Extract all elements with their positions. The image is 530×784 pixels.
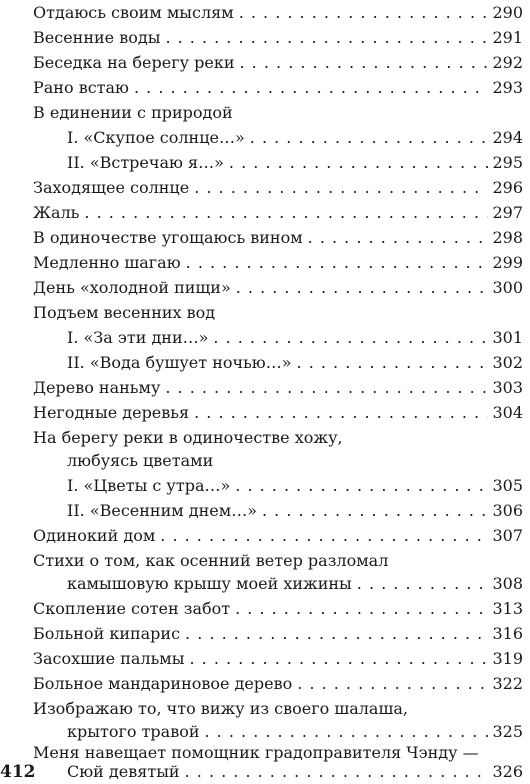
dot-leader — [160, 526, 488, 546]
dot-leader — [229, 153, 489, 173]
entry-page: 300 — [492, 278, 523, 297]
dot-leader — [165, 28, 488, 48]
dot-leader — [165, 378, 488, 398]
entry-page: 290 — [492, 3, 523, 22]
toc-heading: Стихи о том, как осенний ветер разломал — [33, 551, 389, 570]
entry-title: Отдаюсь своим мыслям — [33, 3, 234, 22]
entry-page: 303 — [492, 378, 523, 397]
toc-entry — [33, 153, 523, 173]
entry-page: 322 — [492, 674, 523, 693]
entry-page: 305 — [492, 476, 523, 495]
dot-leader — [240, 53, 489, 73]
dot-leader — [308, 228, 489, 248]
toc-entry — [33, 253, 523, 273]
entry-title: камышовую крышу моей хижины — [67, 574, 352, 593]
toc-entry — [33, 328, 523, 348]
toc-heading: Подъем весенних вод — [33, 303, 216, 322]
entry-title: Жаль — [33, 203, 80, 222]
toc-entry — [33, 599, 523, 619]
dot-leader — [236, 278, 489, 298]
toc-entry — [33, 526, 523, 546]
toc-entry — [33, 278, 523, 298]
entry-title: Рано встаю — [33, 78, 129, 97]
entry-title: I. «Цветы с утра…» — [67, 476, 231, 495]
toc-entry — [33, 476, 523, 496]
entry-title: Весенние воды — [33, 28, 161, 47]
page-number: 412 — [0, 762, 36, 782]
entry-page: 313 — [492, 599, 523, 618]
dot-leader — [194, 178, 488, 198]
dot-leader — [213, 328, 488, 348]
toc-entry — [33, 28, 523, 48]
entry-title: Скопление сотен забот — [33, 599, 231, 618]
entry-page: 304 — [492, 403, 523, 422]
toc-entry — [33, 501, 523, 521]
entry-page: 293 — [492, 78, 523, 97]
entry-page: 295 — [492, 153, 523, 172]
entry-page: 319 — [492, 649, 523, 668]
dot-leader — [185, 762, 489, 782]
toc-entry — [33, 378, 523, 398]
entry-title: II. «Встречаю я…» — [67, 153, 224, 172]
entry-page: 301 — [492, 328, 523, 347]
toc-heading: Изображаю то, что вижу из своего шалаша, — [33, 699, 408, 718]
entry-title: Заходящее солнце — [33, 178, 190, 197]
toc-entry — [33, 203, 523, 223]
entry-title: I. «Скупое солнце…» — [67, 128, 245, 147]
dot-leader — [250, 128, 489, 148]
toc-entry — [33, 674, 523, 694]
entry-title: Одинокий дом — [33, 526, 156, 545]
dot-leader — [235, 476, 488, 496]
entry-page: 325 — [492, 722, 523, 741]
toc-heading: Меня навещает помощник градоправителя Чэнду — — [33, 743, 479, 762]
entry-title: Негодные деревья — [33, 403, 190, 422]
dot-leader — [84, 203, 488, 223]
toc-entry — [33, 403, 523, 423]
dot-leader — [194, 403, 488, 423]
entry-title: I. «За эти дни…» — [67, 328, 209, 347]
entry-title: Больное мандариновое дерево — [33, 674, 293, 693]
toc-entry — [33, 762, 523, 782]
dot-leader — [235, 599, 488, 619]
entry-page: 294 — [492, 128, 523, 147]
entry-title: Медленно шагаю — [33, 253, 181, 272]
entry-title: Больной кипарис — [33, 624, 181, 643]
toc-heading: На берегу реки в одиночестве хожу, — [33, 428, 343, 447]
entry-page: 297 — [492, 203, 523, 222]
dot-leader — [262, 501, 488, 521]
dot-leader — [185, 624, 488, 644]
toc-entry — [33, 228, 523, 248]
entry-title: Дерево наньму — [33, 378, 161, 397]
toc-entry — [33, 78, 523, 98]
entry-page: 299 — [492, 253, 523, 272]
entry-title: II. «Вода бушует ночью…» — [67, 353, 292, 372]
entry-page: 296 — [492, 178, 523, 197]
dot-leader — [134, 78, 488, 98]
entry-page: 302 — [492, 353, 523, 372]
dot-leader — [186, 253, 489, 273]
toc-entry — [33, 722, 523, 742]
dot-leader — [205, 722, 489, 742]
entry-page: 291 — [492, 28, 523, 47]
toc-entry — [33, 624, 523, 644]
toc-entry — [33, 53, 523, 73]
dot-leader — [189, 649, 488, 669]
dot-leader — [239, 3, 489, 23]
toc-entry — [33, 353, 523, 373]
toc-entry — [33, 128, 523, 148]
entry-title: крытого травой — [67, 722, 200, 741]
entry-page: 292 — [492, 53, 523, 72]
toc-entry — [33, 3, 523, 23]
toc-heading: любуясь цветами — [67, 451, 214, 470]
toc-heading: В единении с природой — [33, 103, 233, 122]
entry-page: 326 — [492, 762, 523, 781]
toc-entry — [33, 178, 523, 198]
entry-page: 298 — [492, 228, 523, 247]
dot-leader — [297, 674, 488, 694]
dot-leader — [357, 574, 489, 594]
entry-page: 316 — [492, 624, 523, 643]
entry-page: 306 — [492, 501, 523, 520]
entry-page: 307 — [492, 526, 523, 545]
entry-title: Беседка на берегу реки — [33, 53, 235, 72]
toc-entry — [33, 574, 523, 594]
entry-title: II. «Весенним днем…» — [67, 501, 257, 520]
entry-page: 308 — [492, 574, 523, 593]
entry-title: Сюй девятый — [67, 762, 180, 781]
entry-title: День «холодной пищи» — [33, 278, 231, 297]
entry-title: Засохшие пальмы — [33, 649, 185, 668]
dot-leader — [297, 353, 489, 373]
entry-title: В одиночестве угощаюсь вином — [33, 228, 303, 247]
toc-entry — [33, 649, 523, 669]
